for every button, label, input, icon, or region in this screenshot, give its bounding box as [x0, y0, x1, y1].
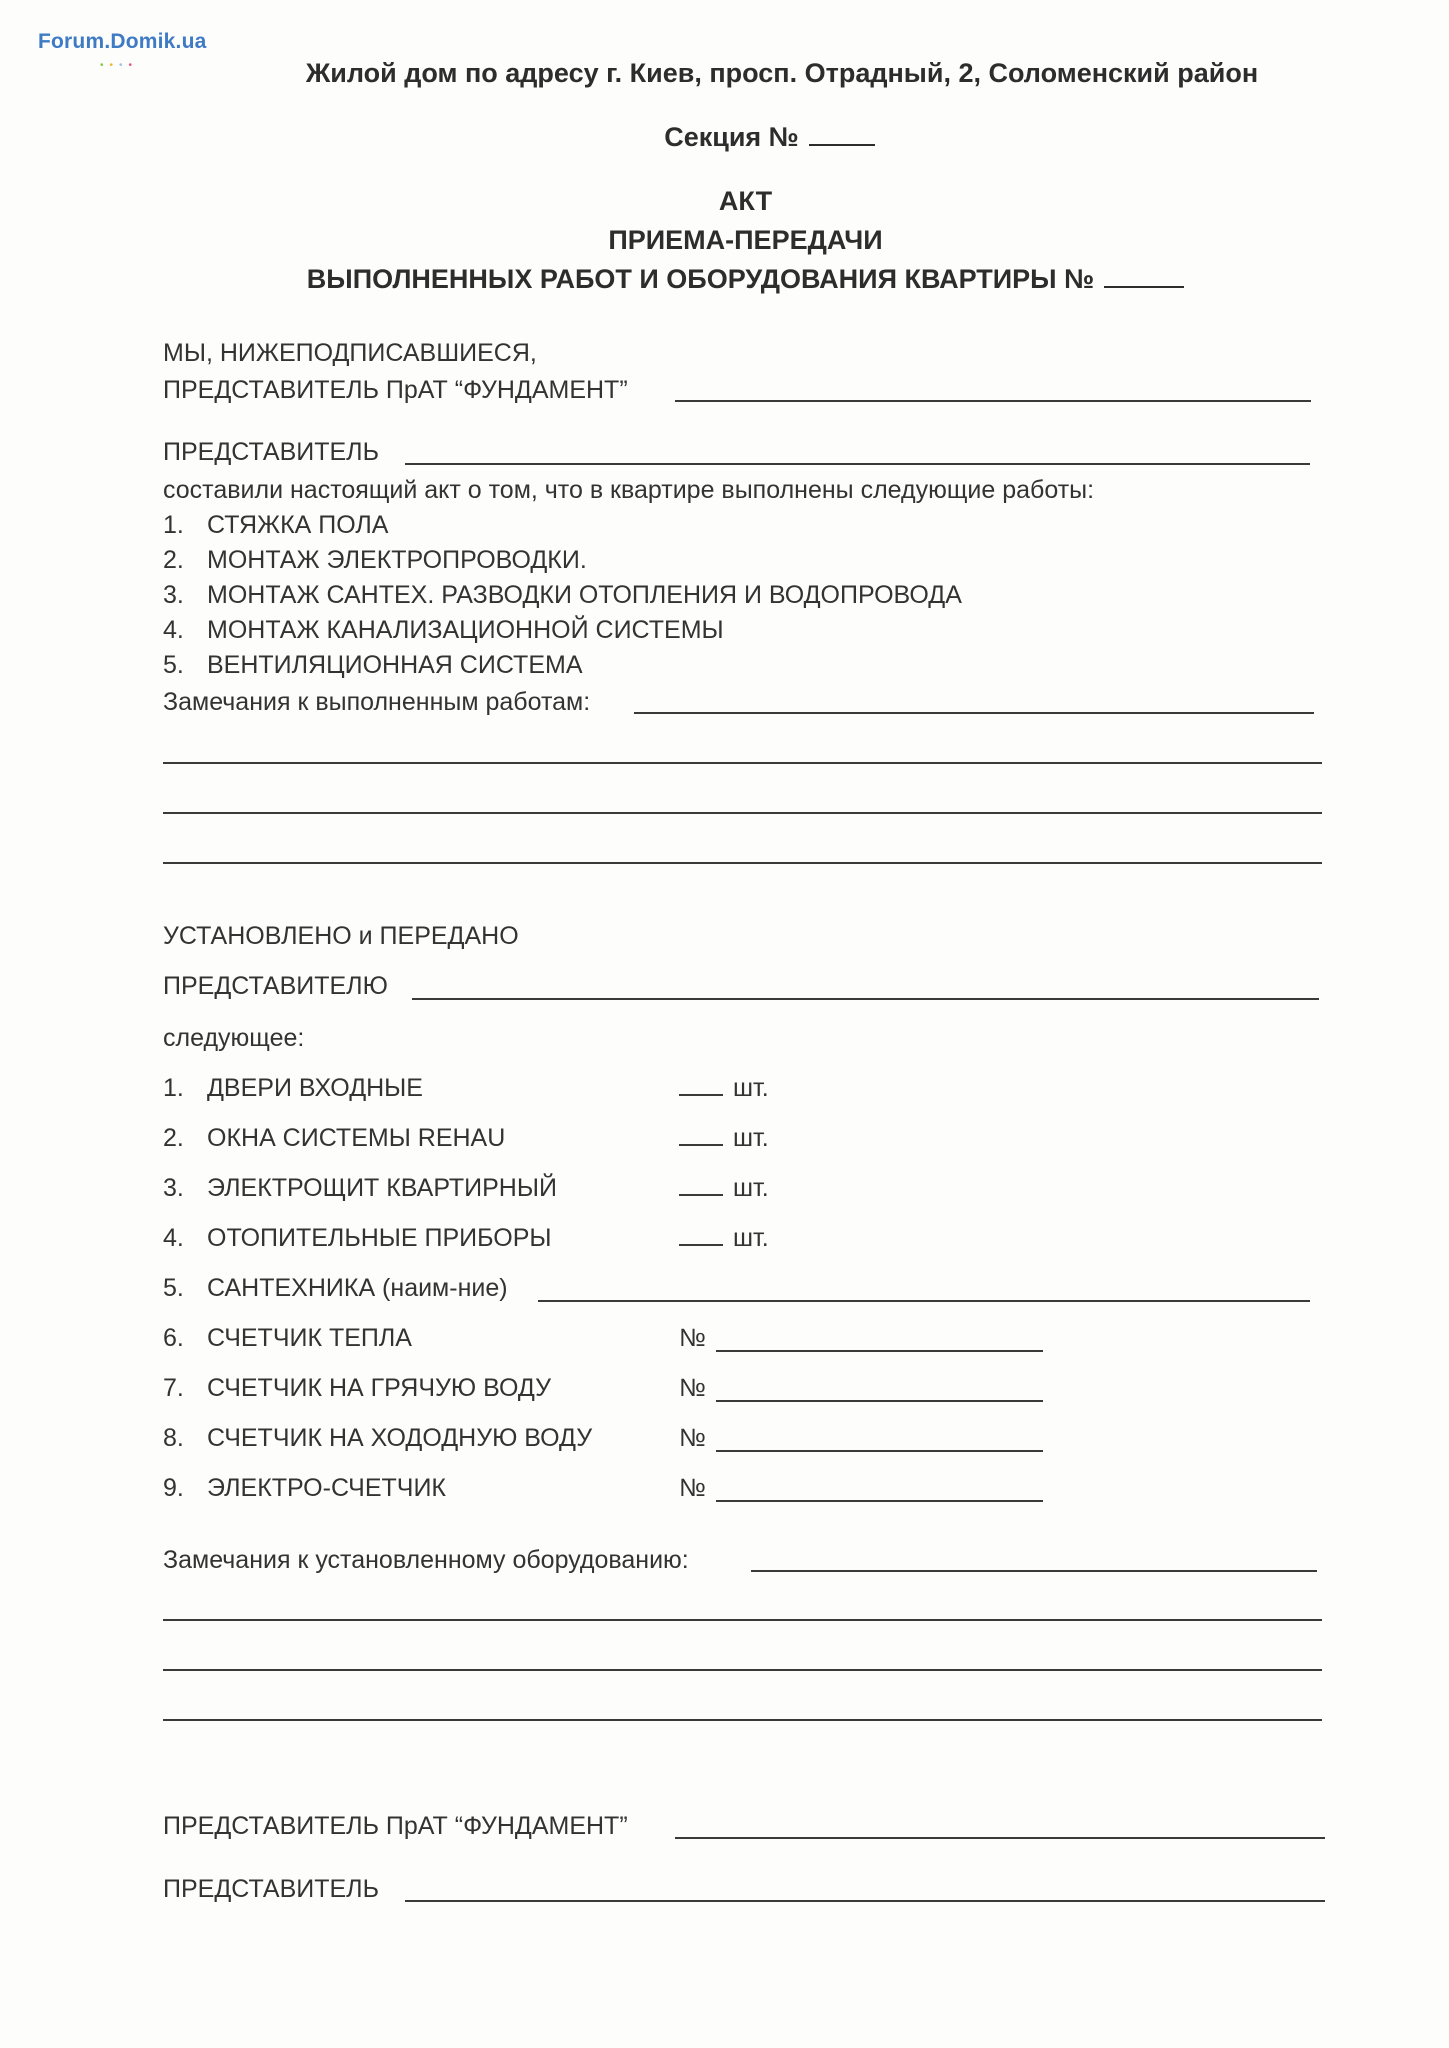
equipment-remarks-line[interactable] — [163, 1619, 1322, 1621]
works-remarks-field[interactable] — [634, 712, 1314, 714]
signature-representative-label: ПРЕДСТАВИТЕЛЬ — [163, 1875, 379, 1903]
unit-label: шт. — [733, 1124, 769, 1152]
quantity-field[interactable] — [679, 1224, 769, 1253]
works-remarks-line[interactable] — [163, 812, 1322, 814]
work-item: 2. МОНТАЖ ЭЛЕКТРОПРОВОДКИ. — [163, 546, 587, 574]
watermark-dot: • — [128, 60, 139, 71]
equipment-remarks-line[interactable] — [163, 1669, 1322, 1671]
forum-watermark-logo: Forum.Domik.ua — [38, 30, 207, 53]
watermark-dot: • — [119, 60, 129, 71]
works-remarks-line[interactable] — [163, 862, 1322, 864]
equipment-item: 5. САНТЕХНИКА (наим-ние) — [163, 1274, 508, 1302]
unit-label: шт. — [733, 1224, 769, 1252]
quantity-blank[interactable] — [679, 1174, 723, 1196]
unit-label: шт. — [733, 1174, 769, 1202]
equipment-remarks-label: Замечания к установленному оборудованию: — [163, 1546, 689, 1574]
works-remarks-label: Замечания к выполненным работам: — [163, 688, 591, 716]
quantity-field[interactable] — [679, 1074, 769, 1103]
quantity-field[interactable] — [679, 1174, 769, 1203]
section-number — [0, 122, 1449, 153]
unit-label: шт. — [733, 1074, 769, 1102]
section-label: Секция № — [664, 122, 799, 152]
number-sign: № — [679, 1374, 706, 1402]
quantity-blank[interactable] — [679, 1074, 723, 1096]
meter-number-field[interactable] — [716, 1400, 1043, 1402]
address-text: Жилой дом по адресу г. Киев, просп. Отрадный, 2, Соломенский район — [305, 58, 1259, 88]
works-remarks-line[interactable] — [163, 762, 1322, 764]
quantity-field[interactable] — [679, 1124, 769, 1153]
apartment-number-blank — [1104, 264, 1184, 288]
signature-company-field[interactable] — [675, 1837, 1325, 1839]
equipment-item: 6. СЧЕТЧИК ТЕПЛА — [163, 1324, 412, 1352]
equipment-item: 1. ДВЕРИ ВХОДНЫЕ — [163, 1074, 423, 1102]
number-sign: № — [679, 1474, 706, 1502]
statement-text: составили настоящий акт о том, что в квартире выполнены следующие работы: — [163, 476, 1095, 504]
work-item: 4. МОНТАЖ КАНАЛИЗАЦИОННОЙ СИСТЕМЫ — [163, 616, 724, 644]
undersigned-text: МЫ, НИЖЕПОДПИСАВШИЕСЯ, — [163, 339, 537, 367]
act-title — [0, 264, 1449, 295]
number-sign: № — [679, 1424, 706, 1452]
representative-label: ПРЕДСТАВИТЕЛЬ — [163, 438, 379, 466]
installed-heading: УСТАНОВЛЕНО и ПЕРЕДАНО — [163, 922, 519, 950]
quantity-blank[interactable] — [679, 1224, 723, 1246]
equipment-remarks-field[interactable] — [751, 1570, 1317, 1572]
company-representative-field[interactable] — [675, 400, 1311, 402]
work-item: 3. МОНТАЖ САНТЕХ. РАЗВОДКИ ОТОПЛЕНИЯ И ВОДОПРОВОДА — [163, 581, 962, 609]
watermark-dot: • — [109, 60, 120, 71]
equipment-item: 8. СЧЕТЧИК НА ХОДОДНУЮ ВОДУ — [163, 1424, 593, 1452]
act-subtitle: ПРИЕМА-ПЕРЕДАЧИ — [608, 225, 883, 255]
plumbing-name-field[interactable] — [538, 1300, 1310, 1302]
company-representative-label: ПРЕДСТАВИТЕЛЬ ПрАТ “ФУНДАМЕНТ” — [163, 376, 628, 404]
handed-to-label: ПРЕДСТАВИТЕЛЮ — [163, 972, 388, 1000]
representative-field[interactable] — [405, 463, 1310, 465]
quantity-blank[interactable] — [679, 1124, 723, 1146]
act-heading: АКТ — [718, 186, 773, 216]
section-blank — [809, 122, 875, 146]
number-sign: № — [679, 1324, 706, 1352]
handed-to-field[interactable] — [412, 998, 1319, 1000]
signature-company-label: ПРЕДСТАВИТЕЛЬ ПрАТ “ФУНДАМЕНТ” — [163, 1812, 628, 1840]
work-item: 1. СТЯЖКА ПОЛА — [163, 511, 389, 539]
meter-number-field[interactable] — [716, 1350, 1043, 1352]
act-title-text: ВЫПОЛНЕННЫХ РАБОТ И ОБОРУДОВАНИЯ КВАРТИРЫ № — [306, 264, 1095, 294]
equipment-item: 2. ОКНА СИСТЕМЫ REHAU — [163, 1124, 506, 1152]
watermark-dot: • — [100, 60, 110, 71]
building-address — [0, 58, 1449, 89]
equipment-item: 3. ЭЛЕКТРОЩИТ КВАРТИРНЫЙ — [163, 1174, 557, 1202]
signature-representative-field[interactable] — [405, 1900, 1325, 1902]
equipment-remarks-line[interactable] — [163, 1719, 1322, 1721]
meter-number-field[interactable] — [716, 1450, 1043, 1452]
following-text: следующее: — [163, 1024, 305, 1052]
equipment-item: 7. СЧЕТЧИК НА ГРЯЧУЮ ВОДУ — [163, 1374, 551, 1402]
equipment-item: 9. ЭЛЕКТРО-СЧЕТЧИК — [163, 1474, 446, 1502]
equipment-item: 4. ОТОПИТЕЛЬНЫЕ ПРИБОРЫ — [163, 1224, 552, 1252]
work-item: 5. ВЕНТИЛЯЦИОННАЯ СИСТЕМА — [163, 651, 583, 679]
meter-number-field[interactable] — [716, 1500, 1043, 1502]
